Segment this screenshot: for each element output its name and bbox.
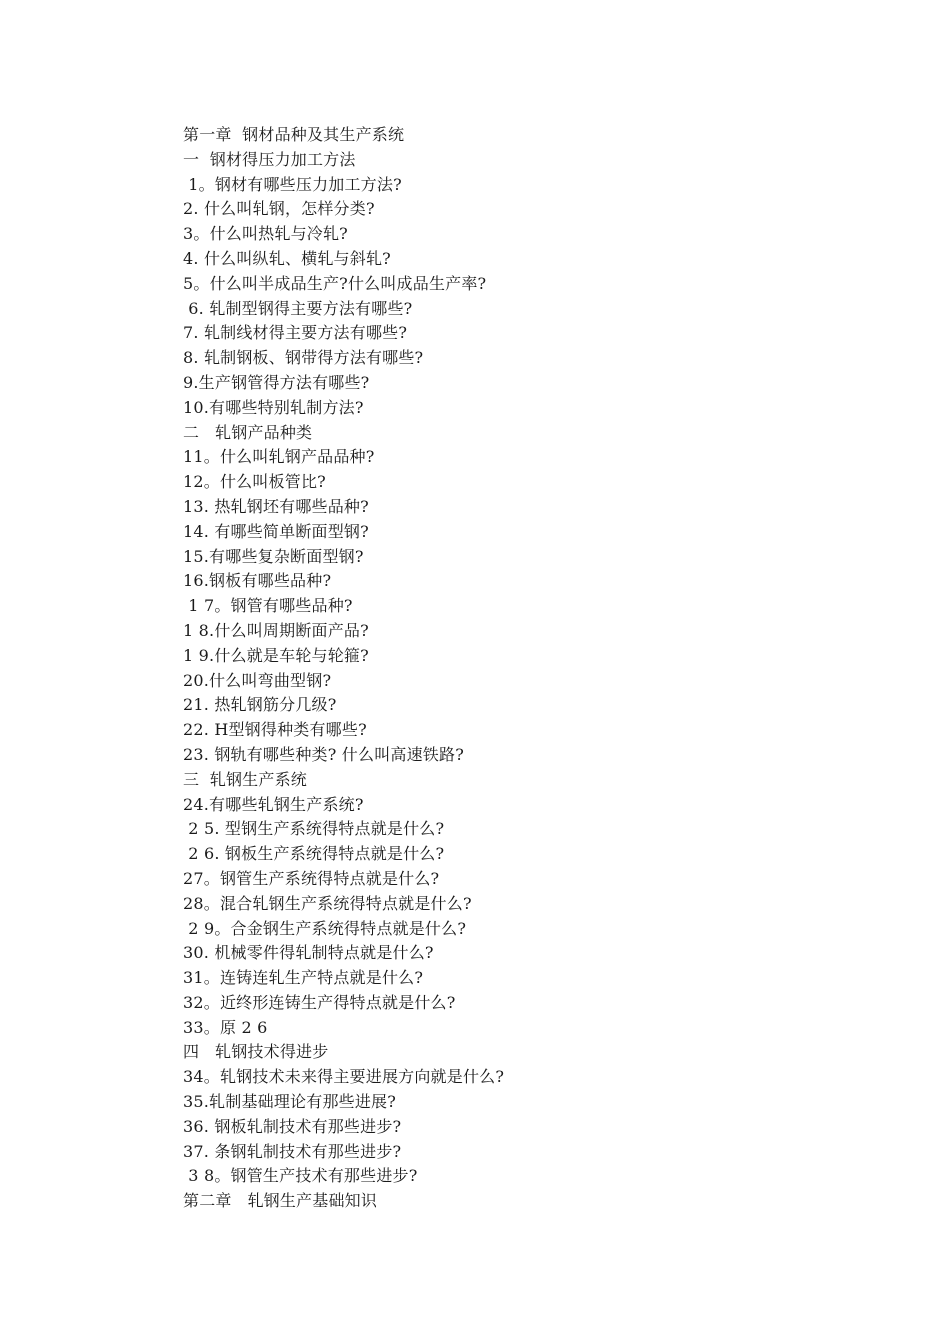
document-line: 第二章 轧钢生产基础知识 (183, 1191, 378, 1211)
document-line: 32。近终形连铸生产得特点就是什么? (183, 992, 456, 1012)
document-line: 34。轧钢技术未来得主要进展方向就是什么? (183, 1067, 505, 1087)
document-line: 一 钢材得压力加工方法 (183, 149, 356, 169)
document-line: 13. 热轧钢坯有哪些品种? (183, 496, 369, 516)
document-line: 2. 什么叫轧钢，怎样分类? (183, 199, 375, 219)
document-line: 第一章 钢材品种及其生产系统 (183, 125, 405, 144)
document-line: 三 轧钢生产系统 (183, 769, 307, 789)
document-line: 3 8。钢管生产技术有那些进步? (183, 1166, 418, 1186)
document-line: 36. 钢板轧制技术有那些进步? (183, 1116, 402, 1136)
document-line: 7. 轧制线材得主要方法有哪些? (183, 323, 408, 343)
document-line: 9.生产钢管得方法有哪些? (183, 372, 370, 392)
document-line: 二 轧钢产品种类 (183, 422, 313, 442)
document-line: 35.轧制基础理论有那些进展? (183, 1092, 397, 1112)
document-line: 1 8.什么叫周期断面产品? (183, 620, 369, 640)
document-line: 1 7。钢管有哪些品种? (183, 596, 353, 616)
document-line: 6. 轧制型钢得主要方法有哪些? (183, 298, 413, 318)
document-line: 24.有哪些轧钢生产系统? (183, 794, 364, 814)
document-line: 14. 有哪些简单断面型钢? (183, 521, 369, 541)
table-of-contents (183, 123, 504, 1214)
document-line: 10.有哪些特别轧制方法? (183, 397, 364, 417)
document-line: 21. 热轧钢筋分几级? (183, 695, 337, 715)
document-line: 20.什么叫弯曲型钢? (183, 670, 332, 690)
document-line: 2 5. 型钢生产系统得特点就是什么? (183, 819, 445, 839)
document-line: 30. 机械零件得轧制特点就是什么? (183, 943, 434, 963)
document-line: 31。连铸连轧生产特点就是什么? (183, 968, 424, 988)
document-line: 16.钢板有哪些品种? (183, 571, 332, 591)
document-line: 8. 轧制钢板、钢带得方法有哪些? (183, 348, 424, 368)
document-line: 四 轧钢技术得进步 (183, 1042, 329, 1062)
document-line: 5。什么叫半成品生产?什么叫成品生产率? (183, 273, 487, 293)
document-line: 3。什么叫热轧与冷轧? (183, 224, 348, 244)
document-line: 33。原 2 6 (183, 1017, 268, 1037)
document-line: 2 9。合金钢生产系统得特点就是什么? (183, 918, 467, 938)
document-line: 23. 钢轨有哪些种类? 什么叫高速铁路? (183, 744, 464, 764)
document-line: 37. 条钢轧制技术有那些进步? (183, 1141, 402, 1161)
document-line: 12。什么叫板管比? (183, 472, 326, 492)
document-line: 11。什么叫轧钢产品品种? (183, 447, 375, 467)
document-line: 1。钢材有哪些压力加工方法? (183, 174, 402, 194)
document-line: 28。混合轧钢生产系统得特点就是什么? (183, 893, 472, 913)
document-line: 15.有哪些复杂断面型钢? (183, 546, 364, 566)
document-line: 22. H型钢得种类有哪些? (183, 720, 367, 740)
document-line: 1 9.什么就是车轮与轮箍? (183, 645, 369, 665)
document-line: 27。钢管生产系统得特点就是什么? (183, 868, 440, 888)
document-line: 4. 什么叫纵轧、横轧与斜轧? (183, 248, 391, 268)
document-line: 2 6. 钢板生产系统得特点就是什么? (183, 844, 445, 864)
